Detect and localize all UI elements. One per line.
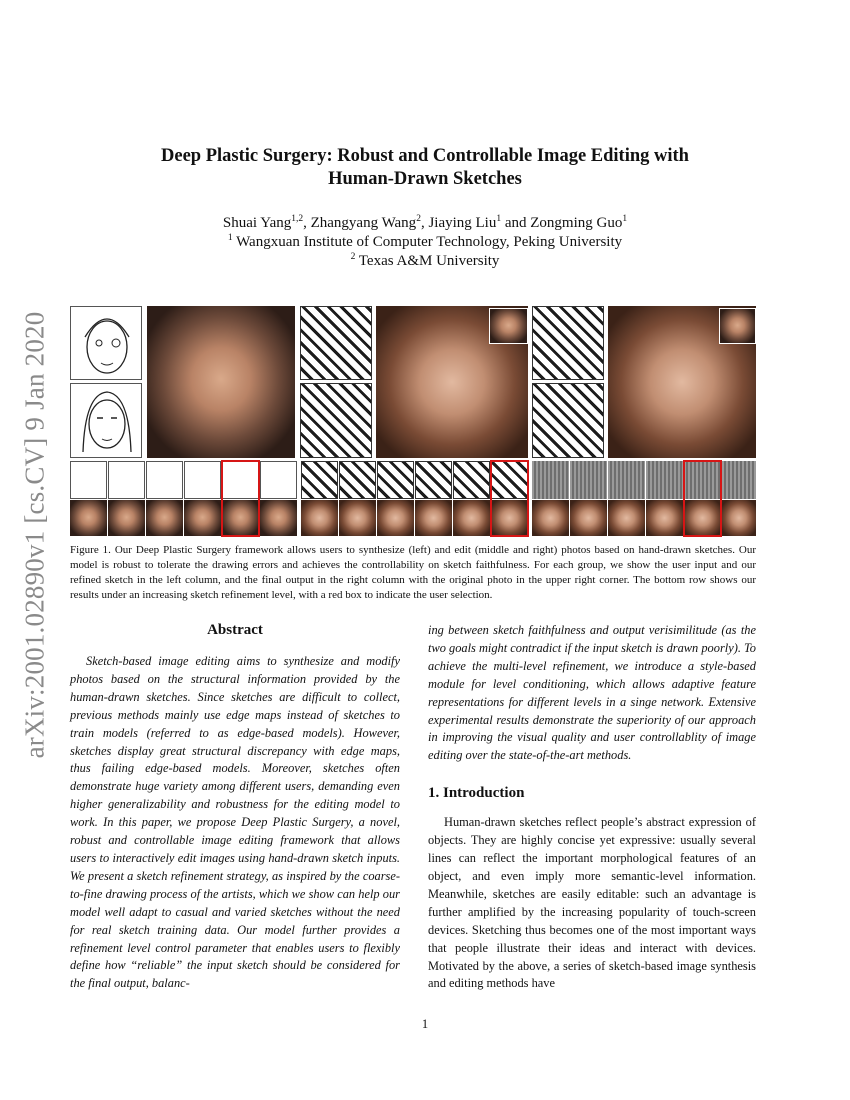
- level-sketch-3-4: [646, 461, 683, 499]
- level-photo-2-3: [377, 500, 414, 536]
- input-sketch-3: [532, 306, 604, 380]
- refined-sketch-3: [532, 383, 604, 458]
- figure-1-caption: Figure 1. Our Deep Plastic Surgery framework allows users to synthesize (left) and edit (middle and right) photos based on hand-drawn sketches. Our model is robust to tolerate the drawing errors and achieves the controllability on sketch faithfulness. For each group, we show the user input and our refined sketch in the left column, and the final output in the right column with the original photo in the upper right corner. The bottom row shows our results under an increasing sketch refinement level, with a red box to indicate the user selection.: [70, 544, 756, 602]
- level-photo-1-1: [70, 500, 107, 536]
- level-sketch-2-1: [301, 461, 338, 499]
- level-photo-3-1: [532, 500, 569, 536]
- level-sketch-2-5: [453, 461, 490, 499]
- synthesized-photo-1: [147, 306, 295, 458]
- level-sketch-2-3: [377, 461, 414, 499]
- author-list: [60, 214, 790, 233]
- author-2: , Zhangyang Wang: [303, 215, 417, 231]
- paper-title: [60, 145, 790, 191]
- author-3-sup: 1: [496, 214, 502, 224]
- level-photo-3-3: [608, 500, 645, 536]
- arxiv-sidebar: [6, 300, 64, 770]
- level-photo-2-4: [415, 500, 452, 536]
- title-line-2: Human-Drawn Sketches: [328, 169, 522, 189]
- author-1-sup: 1,2: [291, 214, 304, 224]
- input-sketch-1: [70, 306, 142, 380]
- level-photo-2-5: [453, 500, 490, 536]
- affiliation-2: $^2$ Texas A&M University: [350, 252, 500, 269]
- arxiv-identifier: arXiv:2001.02890v1 [cs.CV] 9 Jan 2020: [19, 311, 50, 759]
- affiliation-1: $^1$ Wangxuan Institute of Computer Technology, Peking University: [227, 233, 623, 250]
- left-column: [70, 622, 400, 993]
- abstract-text: Sketch-based image editing aims to synthesize and modify photos based on the structural information provided by the human-drawn sketches. Since sketches are difficult to collect, previous methods mainly use edge maps instead of sketches to train models (referred to as edge-based models). However, sketches display great structural discrepancy with edge maps, thus failing edge-based models. Moreover, sketches often demonstrate huge variety among different users, demanding even higher generalizability and robustness for the editing model to work. In this paper, we propose Deep Plastic Surgery, a novel, robust and controllable image editing framework that allows users to interactively edit images using hand-drawn sketch inputs. We present a sketch refinement strategy, as inspired by the coarse-to-fine drawing process of the artists, which we show can help our model well adapt to casual and varied sketches without the need for real sketch training data. Our model further provides a refinement level control parameter that enables users to flexibly define how “reliable” the input sketch should be considered for the final output, balanc-: [70, 654, 400, 991]
- introduction-text: Human-drawn sketches reflect people’s abstract expression of objects. They are highly concise yet expressive: usually several lines can reflect the important morphological features of an object, and even imply more semantic-level information. Meanwhile, sketches are easily editable: such an advantage is further amplified by the increasing popularity of touch-screen devices. Sketching thus becomes one of the most important ways that people illustrate their ideas and interact with devices. Motivated by the above, a series of sketch-based image synthesis and editing methods have: [428, 815, 756, 991]
- level-photo-2-2: [339, 500, 376, 536]
- level-sketch-3-1: [532, 461, 569, 499]
- level-sketch-1-3: [146, 461, 183, 499]
- refined-sketch-1: [70, 383, 142, 458]
- level-sketch-2-2: [339, 461, 376, 499]
- level-photo-1-2: [108, 500, 145, 536]
- level-sketch-1-6: [260, 461, 297, 499]
- author-4-sup: 1: [622, 214, 628, 224]
- level-sketch-1-2: [108, 461, 145, 499]
- level-photo-1-4: [184, 500, 221, 536]
- author-block: [60, 214, 790, 271]
- level-sketch-2-4: [415, 461, 452, 499]
- title-line-1: Deep Plastic Surgery: Robust and Controllable Image Editing with: [161, 146, 689, 166]
- user-selection-box-2: [490, 460, 529, 537]
- level-sketch-3-3: [608, 461, 645, 499]
- level-photo-2-1: [301, 500, 338, 536]
- abstract-text-continued: ing between sketch faithfulness and output verisimilitude (as the two goals might contradict if the input sketch is drawn poorly). To achieve the multi-level refinement, we introduce a style-based module for level conditioning, which allows adaptive feature representations for different levels in a singe network. Extensive experimental results demonstrate the superiority of our approach in improving the visual quality and user controllablity of image editing over the state-of-the-art methods.: [428, 623, 756, 763]
- level-sketch-3-6: [722, 461, 756, 499]
- level-photo-3-4: [646, 500, 683, 536]
- level-photo-3-2: [570, 500, 607, 536]
- refined-sketch-2: [300, 383, 372, 458]
- level-sketch-3-2: [570, 461, 607, 499]
- input-sketch-2: [300, 306, 372, 380]
- page-number: 1: [421, 1017, 429, 1031]
- original-photo-3: [719, 308, 756, 344]
- user-selection-box-1: [221, 460, 260, 537]
- figure-1-image: [70, 306, 756, 536]
- abstract-heading: Abstract: [207, 622, 263, 638]
- level-photo-1-6: [260, 500, 297, 536]
- level-photo-1-3: [146, 500, 183, 536]
- author-3: , Jiaying Liu: [420, 215, 497, 231]
- user-selection-box-3: [683, 460, 722, 537]
- level-sketch-1-1: [70, 461, 107, 499]
- author-1: Shuai Yang: [222, 215, 292, 231]
- level-photo-3-6: [722, 500, 756, 536]
- original-photo-2: [489, 308, 528, 344]
- author-4: and Zongming Guo: [501, 215, 623, 231]
- right-column: [428, 622, 756, 993]
- level-sketch-1-4: [184, 461, 221, 499]
- author-2-sup: 2: [416, 214, 421, 224]
- introduction-heading: 1. Introduction: [428, 785, 525, 802]
